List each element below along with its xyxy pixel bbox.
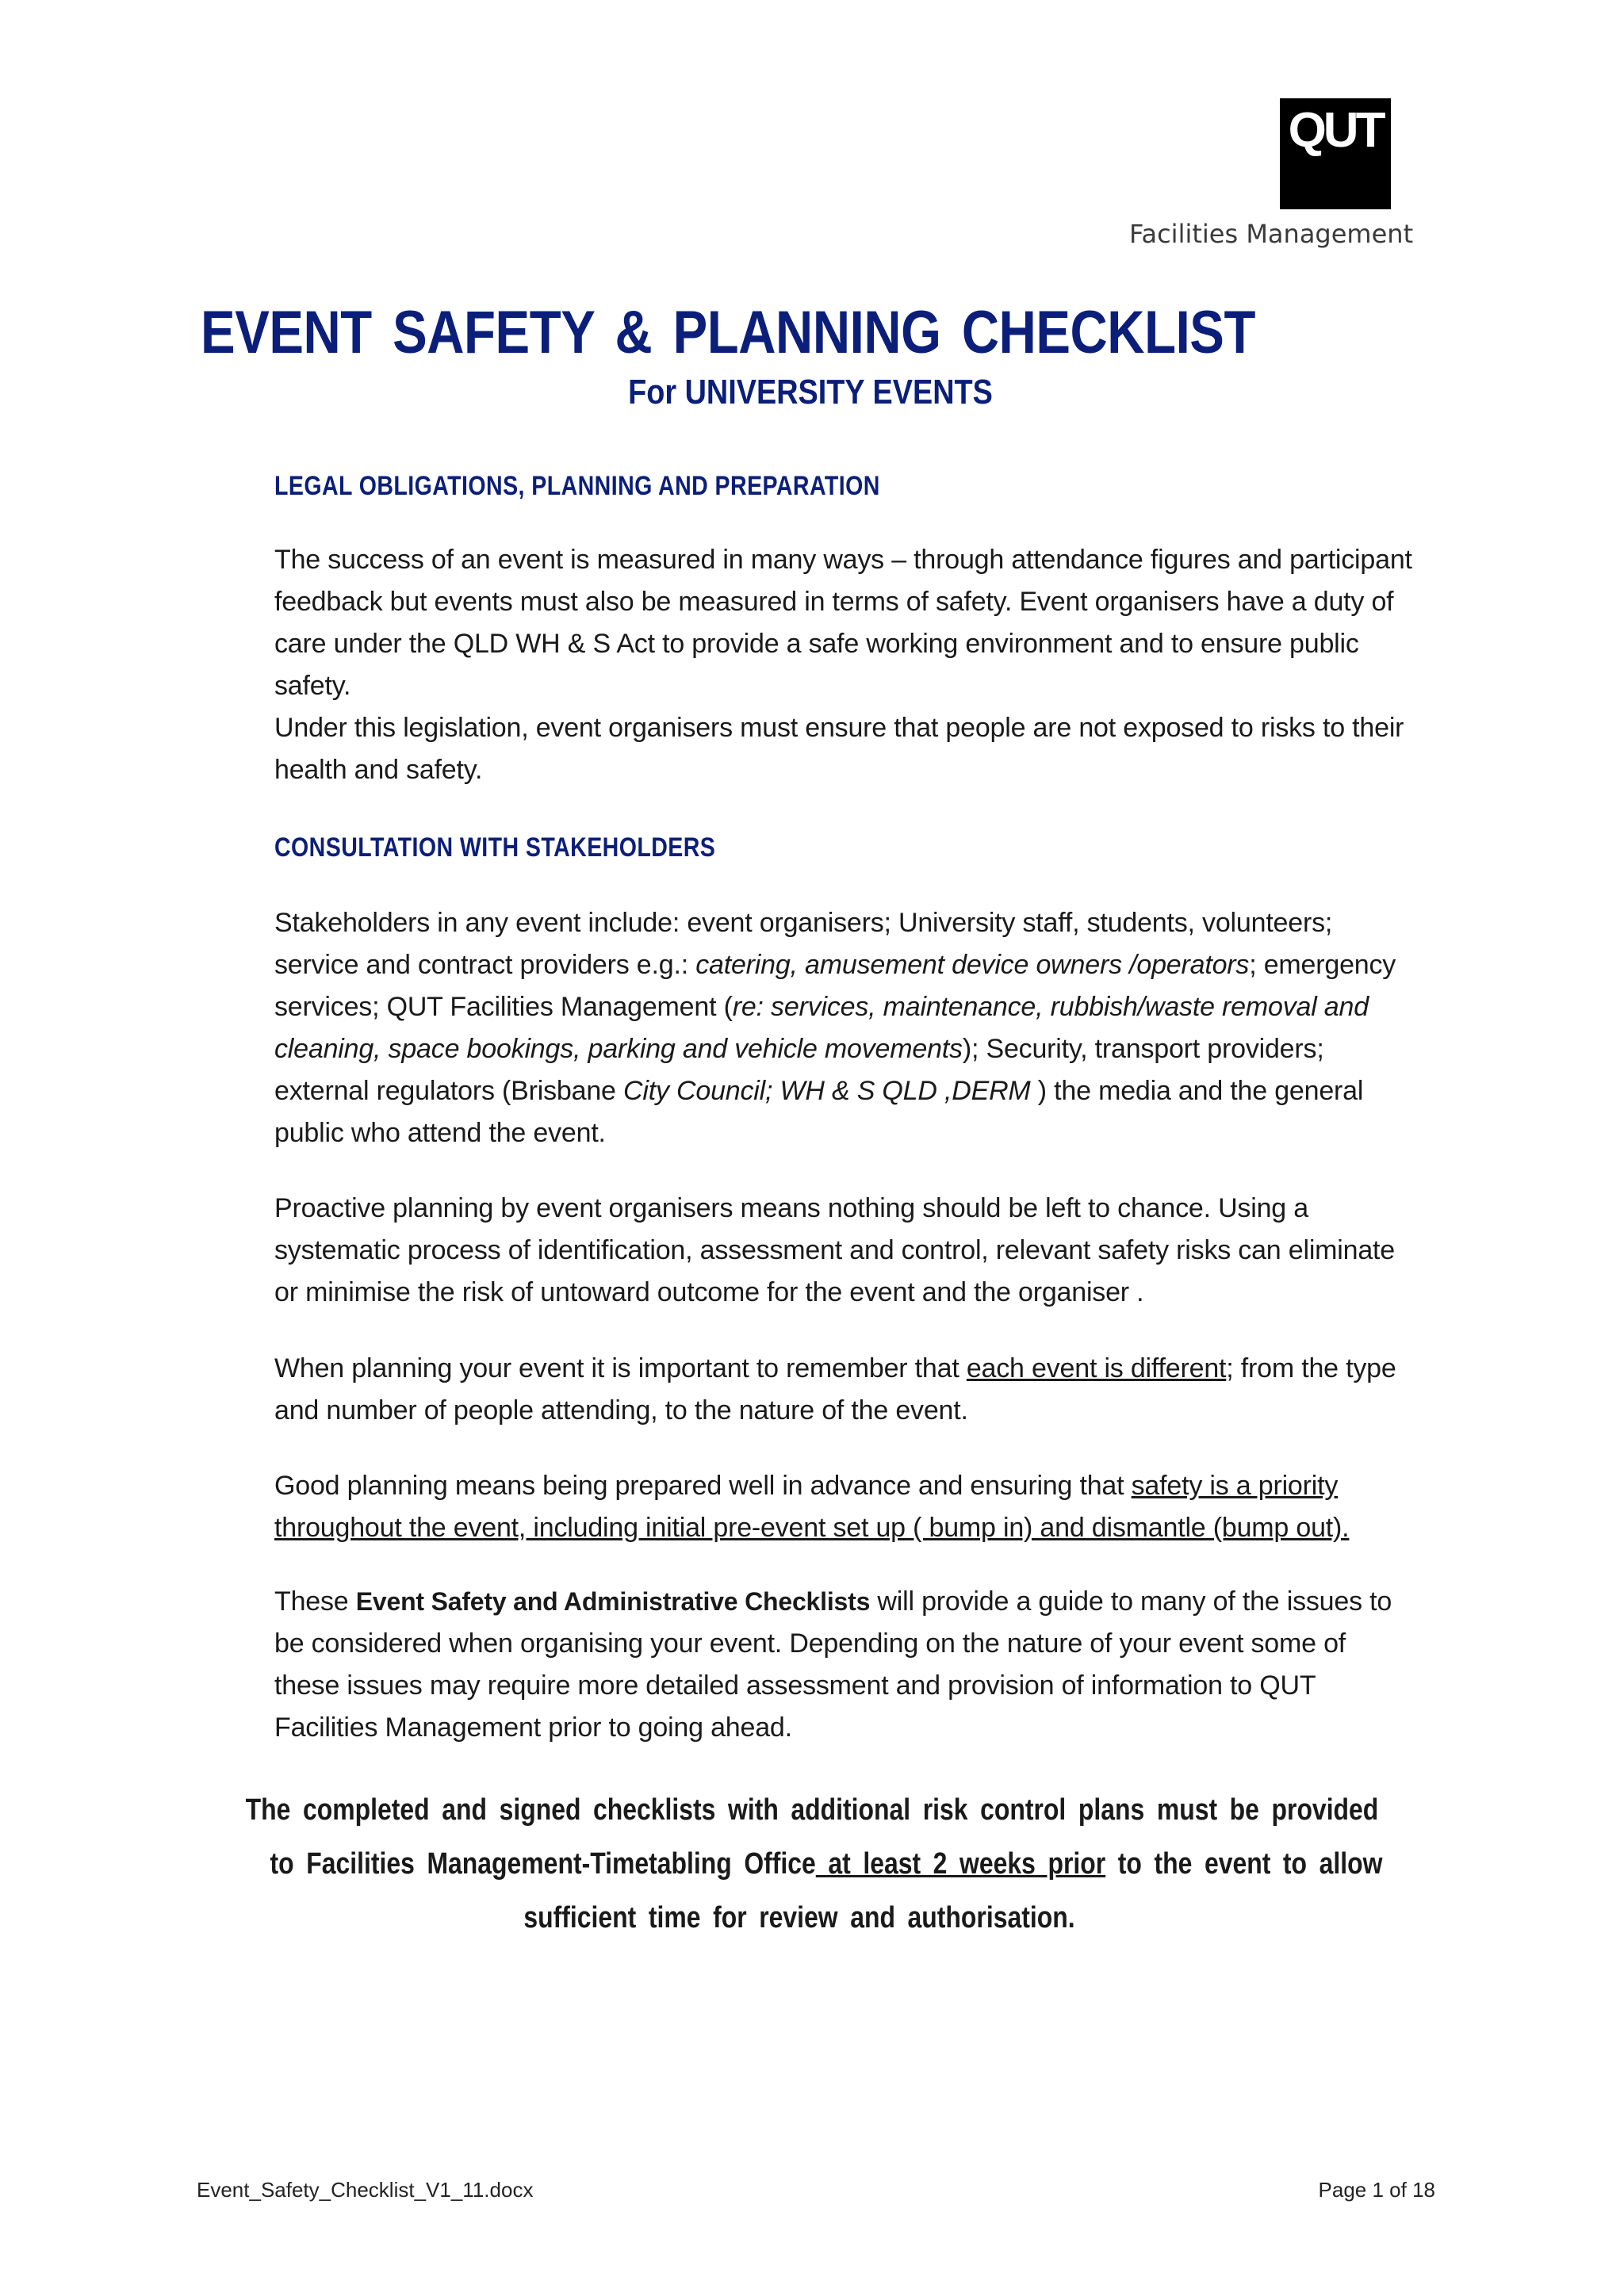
paragraph-legal-intro — [274, 539, 1416, 791]
checklists-text-2: will provide a guide to many of the issues to be considered when organising your event. Depending on the nature of your event some of these issues may require more detailed assessment and provision of information to QUT Facilities Management prior to going ahead. — [274, 1586, 1392, 1743]
notice-line-2-start: to Facilities Management-Timetabling Office — [270, 1847, 816, 1881]
checklists-text-1: These — [274, 1586, 356, 1617]
notice-line-2 — [144, 1847, 1508, 1881]
document-subtitle: For UNIVERSITY EVENTS — [628, 373, 993, 411]
checklists-bold: Event Safety and Administrative Checklists — [355, 1587, 871, 1616]
paragraph-proactive-planning: Proactive planning by event organisers means nothing should be left to chance. Using a systematic process of identification, assessment and control, relevant safety risks can eliminate or minimise the risk of untoward outcome for the event and the organiser . — [274, 1193, 1396, 1307]
qut-logo — [1280, 98, 1391, 209]
planning-underlined: each event is different — [966, 1353, 1227, 1383]
notice-line-2-end: to the event to allow — [1105, 1847, 1383, 1881]
stakeholders-text-1: Stakeholders in any event include: event organisers; University staff, students, volunteers; service and contract providers e.g.: — [274, 908, 1333, 980]
logo-caption: Facilities Management — [1129, 219, 1414, 249]
footer-filename: Event_Safety_Checklist_V1_11.docx — [197, 2178, 534, 2202]
paragraph-good-planning — [274, 1465, 1416, 1549]
footer-page-number: Page 1 of 18 — [1318, 2178, 1435, 2202]
paragraph-legal-legislation-text: Under this legislation, event organisers must ensure that people are not exposed to risks to their health and safety. — [274, 713, 1404, 785]
stakeholders-text-2: ; emergency services; QUT Facilities Management ( — [274, 950, 1396, 1022]
qut-logo-mark: QUT — [1288, 103, 1383, 158]
planning-text-2: ; from the type and number of people attending, to the nature of the event. — [274, 1353, 1396, 1425]
heading-consultation: CONSULTATION WITH STAKEHOLDERS — [274, 832, 716, 863]
paragraph-stakeholders — [274, 902, 1416, 1154]
planning-text-1: When planning your event it is important to remember that — [274, 1353, 967, 1383]
stakeholders-italic-2: re: services, maintenance, rubbish/waste removal and cleaning, space bookings, parking and vehicle movements — [274, 992, 1369, 1064]
document-title: EVENT SAFETY & PLANNING CHECKLIST — [201, 299, 1255, 366]
paragraph-each-event-different — [274, 1348, 1416, 1432]
notice-deadline: at least 2 weeks prior — [815, 1847, 1106, 1881]
stakeholders-italic-3: City Council; WH & S QLD ,DERM — [623, 1076, 1031, 1106]
paragraph-checklists — [274, 1581, 1416, 1749]
paragraph-legal-intro-text: The success of an event is measured in many ways – through attendance figures and participant feedback but events must also be measured in terms of safety. Event organisers have a duty of care under the QLD WH & S Act to provide a safe working environment and to ensure public safety. — [274, 545, 1412, 701]
stakeholders-text-4: ) the media and the general public who attend the event. — [274, 1076, 1364, 1148]
notice-line-3: sufficient time for review and authorisation. — [523, 1901, 1075, 1934]
good-planning-underlined: safety is a priority throughout the event, including initial pre-event set up ( bump in) and dismantle (bump out). — [274, 1471, 1350, 1543]
notice-line-1: The completed and signed checklists with additional risk control plans must be provided — [245, 1793, 1379, 1827]
stakeholders-text-3: ); Security, transport providers; external regulators (Brisbane — [274, 1034, 1324, 1106]
stakeholders-italic-1: catering, amusement device owners /operators — [695, 950, 1250, 980]
heading-legal-obligations: LEGAL OBLIGATIONS, PLANNING AND PREPARATION — [274, 471, 880, 501]
good-planning-text: Good planning means being prepared well in advance and ensuring that — [274, 1471, 1132, 1501]
